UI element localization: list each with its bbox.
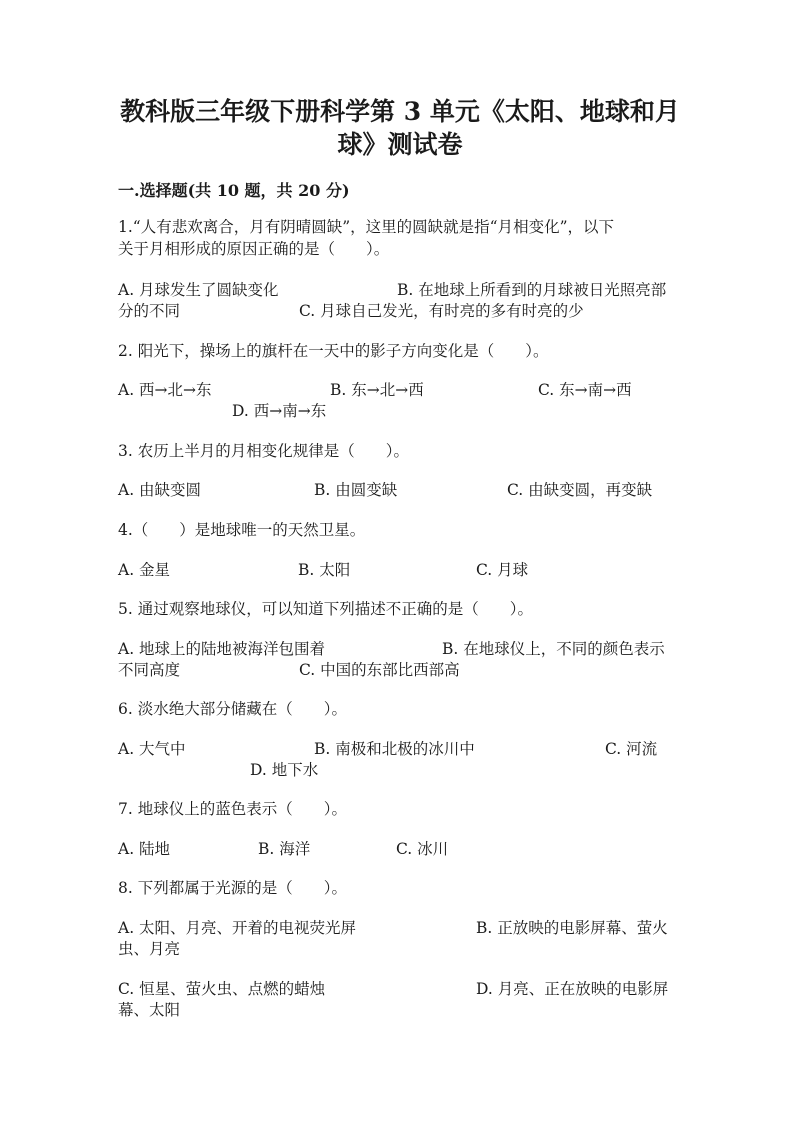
question-8-option-a: A. 太阳、月亮、开着的电视荧光屏 (118, 919, 357, 937)
question-8-option-b: B. 正放映的电影屏幕、萤火 (476, 919, 668, 937)
page-title-line-1: 教科版三年级下册科学第 3 单元《太阳、地球和月 (120, 97, 680, 126)
question-5-option-a: A. 地球上的陆地被海洋包围着 (118, 640, 326, 658)
question-3-option-c: C. 由缺变圆，再变缺 (507, 481, 653, 499)
question-4-option-b: B. 太阳 (298, 561, 351, 579)
question-2-option-a: A. 西→北→东 (118, 381, 212, 399)
question-6-option-b: B. 南极和北极的冰川中 (314, 740, 475, 758)
question-3-stem: 3. 农历上半月的月相变化规律是（ ）。 (118, 442, 409, 460)
question-8-option-c: C. 恒星、萤火虫、点燃的蜡烛 (118, 980, 326, 998)
question-7-option-c: C. 冰川 (396, 840, 449, 858)
page-title-line-2: 球》测试卷 (337, 130, 463, 159)
question-6-option-a: A. 大气中 (118, 740, 186, 758)
question-1-option-c: C. 月球自己发光，有时亮的多有时亮的少 (299, 302, 584, 320)
question-8-stem: 8. 下列都属于光源的是（ ）。 (118, 879, 347, 897)
question-5-option-b-cont: 不同高度 (118, 661, 181, 679)
question-6-stem: 6. 淡水绝大部分储藏在（ ）。 (118, 700, 347, 718)
question-4-stem: 4.（ ）是地球唯一的天然卫星。 (118, 521, 366, 539)
question-7-stem: 7. 地球仪上的蓝色表示（ ）。 (118, 800, 347, 818)
question-2-stem: 2. 阳光下，操场上的旗杆在一天中的影子方向变化是（ ）。 (118, 342, 549, 360)
question-2-option-b: B. 东→北→西 (330, 381, 424, 399)
question-6-option-c: C. 河流 (605, 740, 658, 758)
question-3-option-a: A. 由缺变圆 (118, 481, 202, 499)
question-2-option-c: C. 东→南→西 (538, 381, 632, 399)
question-7-option-a: A. 陆地 (118, 840, 171, 858)
question-5-stem: 5. 通过观察地球仪，可以知道下列描述不正确的是（ ）。 (118, 600, 533, 618)
question-1-option-b: B. 在地球上所看到的月球被日光照亮部 (397, 281, 667, 299)
question-1-stem-line-1: 1.“人有悲欢离合，月有阴晴圆缺”，这里的圆缺就是指“月相变化”，以下 (118, 218, 614, 236)
question-6-option-d: D. 地下水 (250, 761, 319, 779)
question-7-option-b: B. 海洋 (258, 840, 311, 858)
question-4-option-a: A. 金星 (118, 561, 171, 579)
question-8-option-d-cont: 幕、太阳 (118, 1001, 181, 1019)
question-1-stem-line-2: 关于月相形成的原因正确的是（ ）。 (118, 240, 390, 258)
question-1-option-b-cont: 分的不同 (118, 302, 181, 320)
question-5-option-c: C. 中国的东部比西部高 (299, 661, 460, 679)
question-4-option-c: C. 月球 (476, 561, 529, 579)
question-3-option-b: B. 由圆变缺 (314, 481, 398, 499)
question-8-option-b-cont: 虫、月亮 (118, 940, 181, 958)
question-5-option-b: B. 在地球仪上，不同的颜色表示 (442, 640, 665, 658)
question-1-option-a: A. 月球发生了圆缺变化 (118, 281, 279, 299)
section-heading: 一.选择题(共 10 题，共 20 分) (118, 181, 350, 200)
question-2-option-d: D. 西→南→东 (232, 402, 327, 420)
question-8-option-d: D. 月亮、正在放映的电影屏 (476, 980, 669, 998)
